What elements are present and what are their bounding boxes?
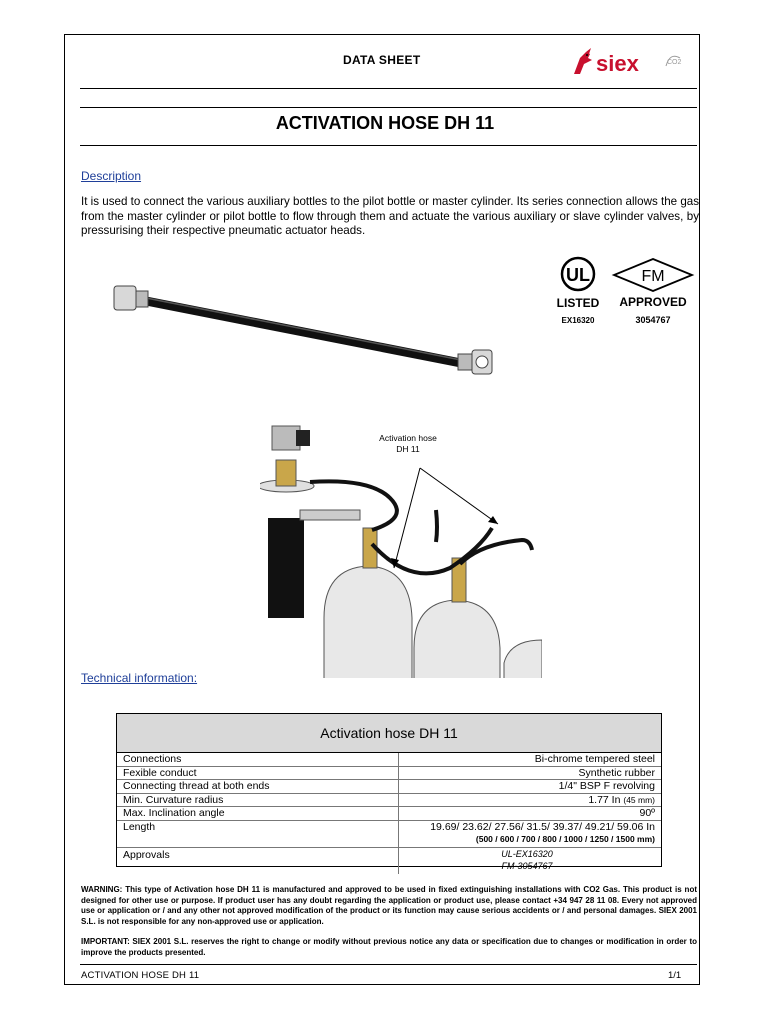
hose-end-right (458, 350, 492, 374)
hose-image (96, 264, 496, 414)
technical-heading[interactable]: Technical information: (81, 671, 198, 685)
svg-text:FM: FM (641, 268, 665, 285)
footer-title: ACTIVATION HOSE DH 11 (81, 970, 200, 981)
svg-text:EX16320: EX16320 (561, 316, 595, 325)
svg-text:LISTED: LISTED (556, 296, 600, 310)
spec-table (116, 713, 662, 871)
important-text: IMPORTANT: SIEX 2001 S.L. reserves the right to change or modify without previous notice any data or specification due to changes or modification in order to improve the products presented. (81, 937, 697, 957)
svg-text:UL: UL (566, 265, 590, 285)
description-heading[interactable]: Description (81, 169, 142, 183)
footer-rule (80, 964, 697, 965)
table-row: Fexible conduct Synthetic rubber (117, 767, 661, 781)
svg-text:3054767: 3054767 (635, 315, 671, 325)
cardinal-bird-icon (574, 48, 592, 74)
warning-text: WARNING: This type of Activation hose DH 11 is manufactured and approved to be used in fixed extinguishing installations with CO2 Gas. This product is not designed for other use or purpose. If product user has any doubt regarding the application or product use, please contact +34 947 28 11 08. Every not approved use or application or / and any other not approved modification of the product or its function may cause serious accidents or / and personal damages. SIEX 2001 S.L. is not responsible for any non-approved use or application. (81, 885, 697, 926)
table-row: Min. Curvature radius 1.77 In (45 mm) (117, 794, 661, 808)
installation-image (260, 418, 542, 678)
title-rule (80, 107, 697, 108)
logo-text: siex (596, 51, 639, 76)
header-rule-top (80, 88, 697, 89)
ul-listed-icon (557, 258, 600, 325)
logo-suffix: CO2 (667, 59, 682, 66)
svg-text:APPROVED: APPROVED (619, 295, 687, 309)
table-row: Approvals UL-EX16320 FM-3054767 (117, 848, 661, 874)
table-row: Length 19.69/ 23.62/ 27.56/ 31.5/ 39.37/ 49.21/ 59.06 In (500 / 600 / 700 / 800 / 1000 / 1250 / 1500 mm) (117, 821, 661, 848)
hose-callout-label: Activation hose DH 11 (379, 433, 437, 454)
description-text: It is used to connect the various auxiliary bottles to the pilot bottle or master cylinder. Its series connection allows the gas from the master cylinder or pilot bottle to flow through them and actuate the various auxiliary or slave cylinder valves, by pressurising their respective pneumatic actuator heads. (81, 195, 700, 237)
table-row: Connecting thread at both ends 1/4" BSP F revolving (117, 780, 661, 794)
hose-end-left (114, 286, 148, 310)
title-rule-bottom (80, 145, 697, 146)
page-number: 1/1 (668, 970, 682, 981)
table-row: Connections Bi-chrome tempered steel (117, 753, 661, 767)
table-row: Max. Inclination angle 90º (117, 807, 661, 821)
siex-logo (570, 44, 690, 78)
document-title: ACTIVATION HOSE DH 11 (275, 113, 495, 133)
header-title: DATA SHEET (343, 53, 421, 67)
certification-logos (556, 255, 696, 330)
fm-approved-icon (614, 259, 692, 325)
spec-table-title: Activation hose DH 11 (117, 714, 661, 753)
